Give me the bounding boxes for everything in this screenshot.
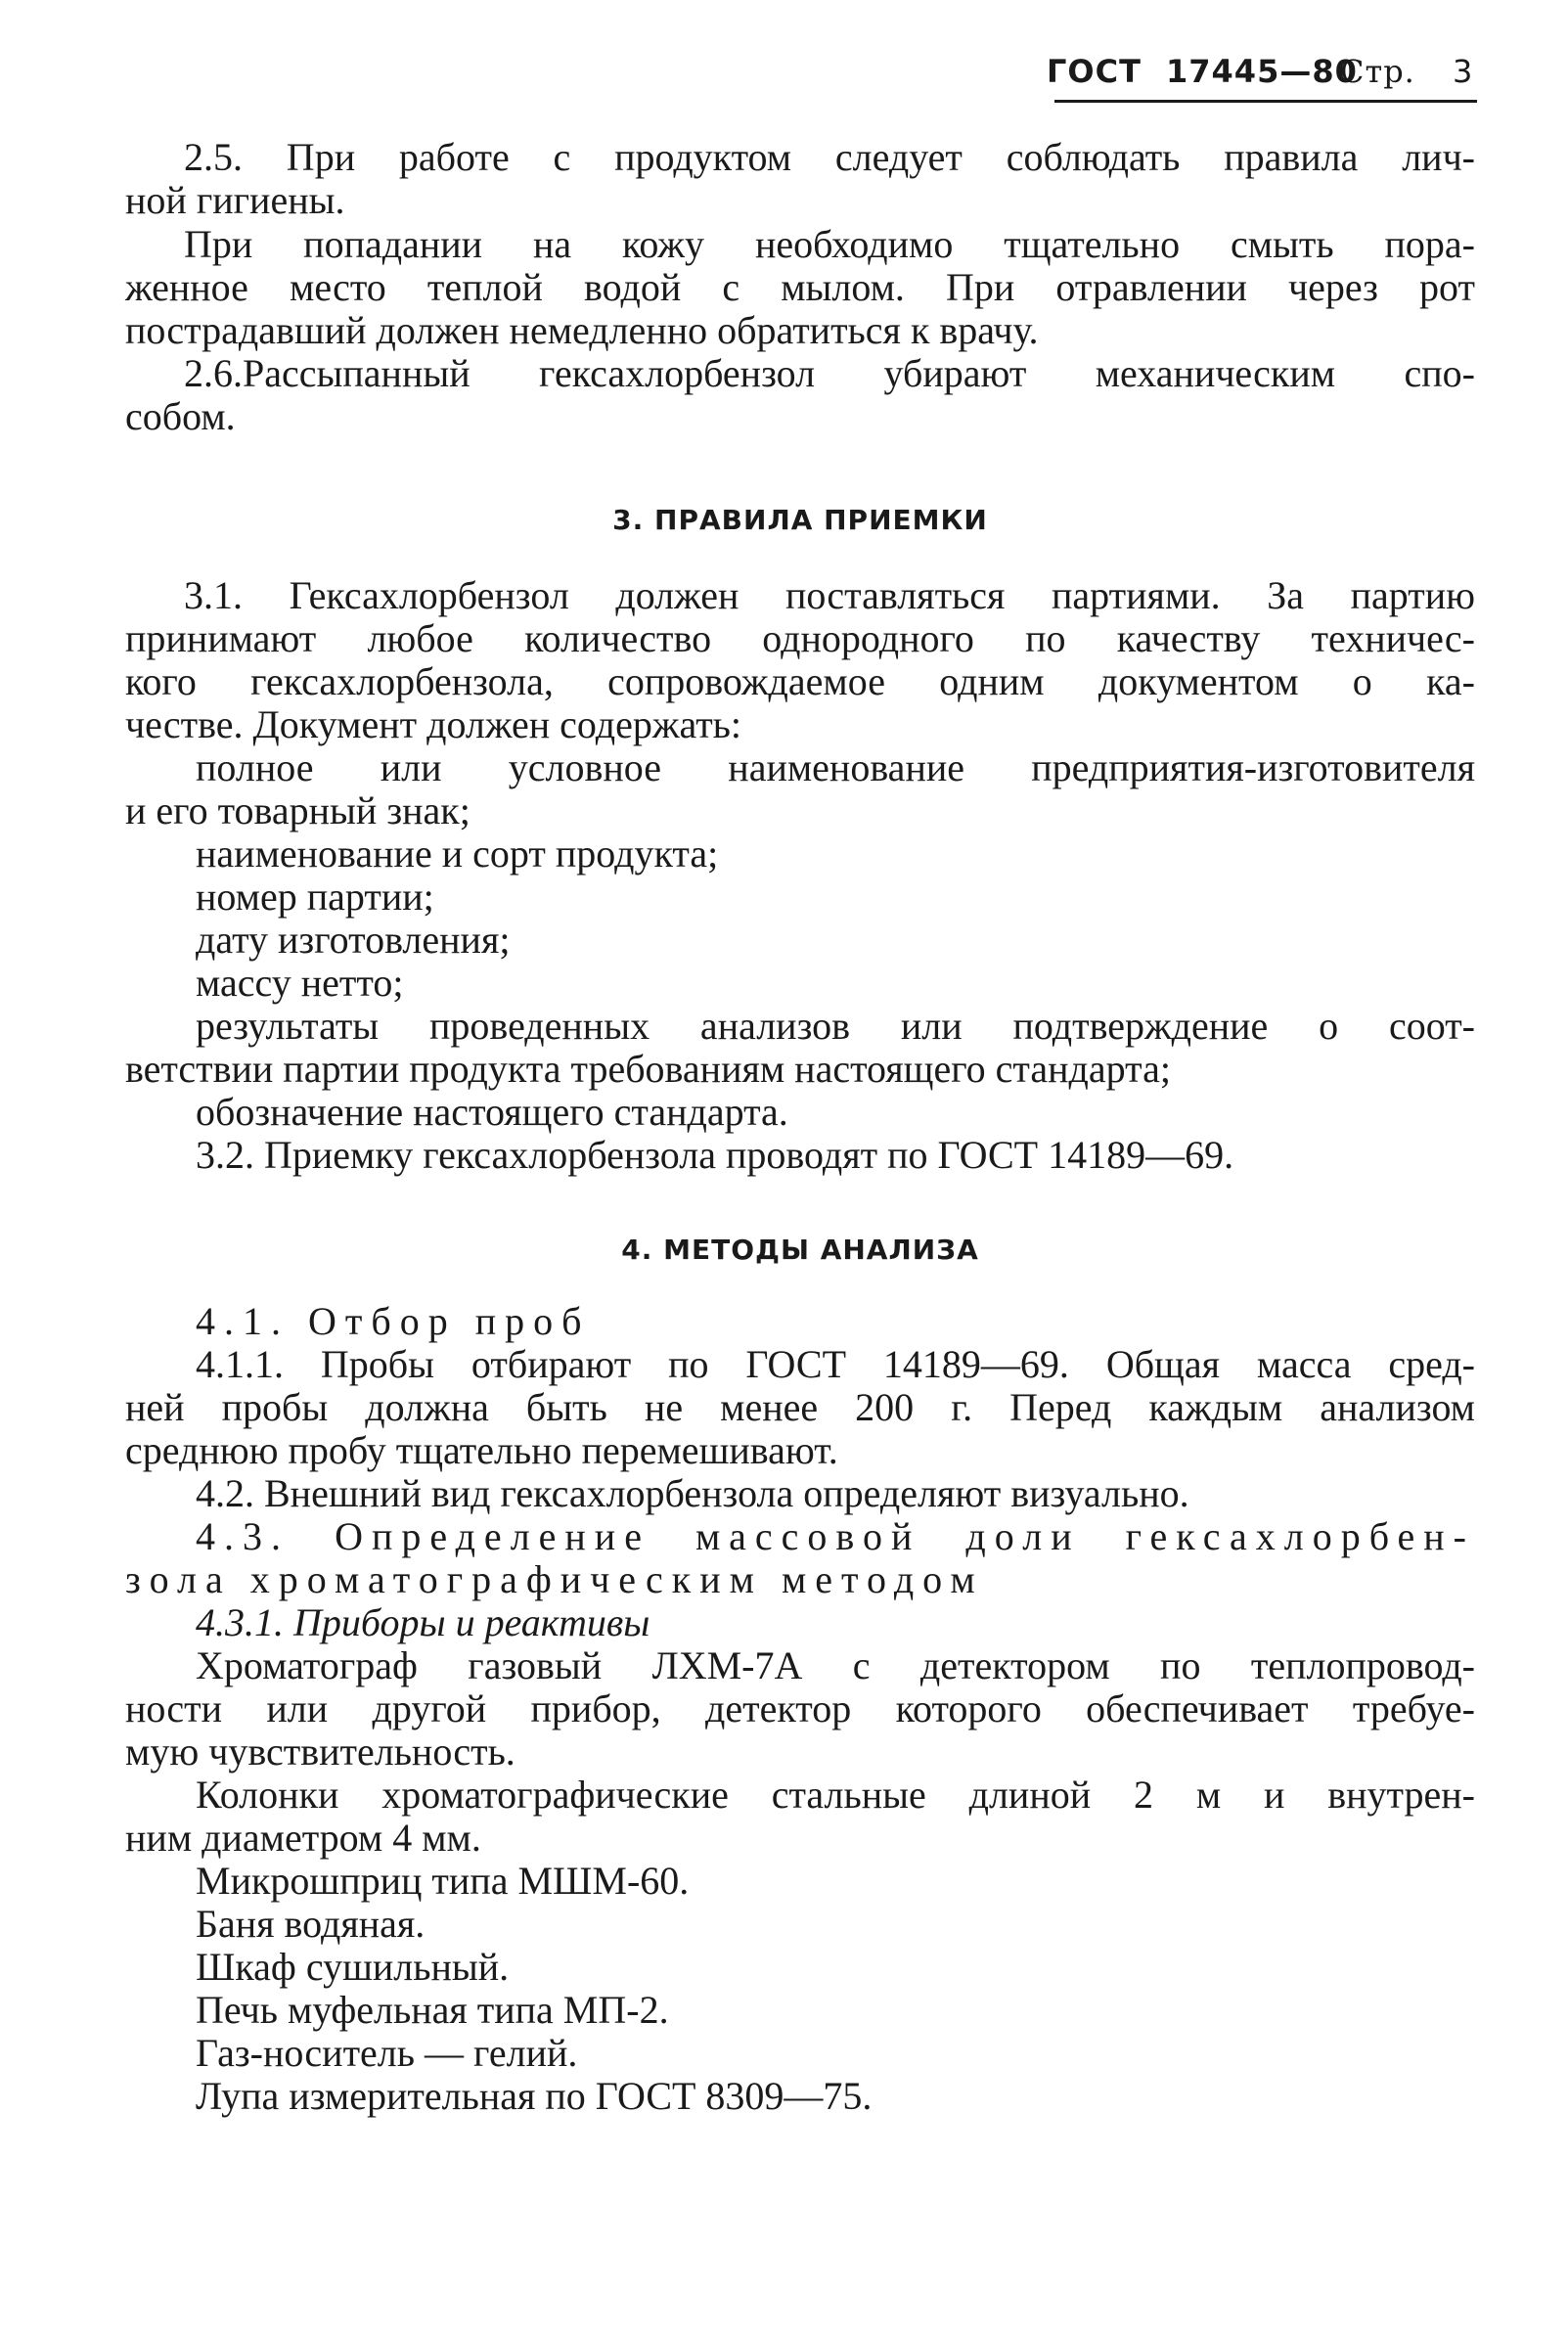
- paragraph-line: женное место теплой водой с мылом. При отравлении через рот: [125, 265, 1475, 309]
- list-item: Микрошприц типа МШМ-60.: [196, 1859, 690, 1903]
- list-item: номер партии;: [196, 875, 434, 919]
- paragraph-line: 2.5. При работе с продуктом следует соблюдать правила лич-: [184, 135, 1475, 179]
- list-item: Газ-носитель — гелий.: [196, 2031, 578, 2075]
- paragraph-line: кого гексахлорбензола, сопровождаемое одним документом о ка-: [125, 659, 1475, 703]
- list-item: Печь муфельная типа МП-2.: [196, 1988, 669, 2032]
- paragraph-line: среднюю пробу тщательно перемешивают.: [125, 1428, 838, 1472]
- paragraph-line: Колонки хроматографические стальные длиной 2 м и внутрен-: [196, 1773, 1475, 1817]
- header-standard-number: 17445—80: [1166, 53, 1358, 90]
- paragraph-line: 4.2. Внешний вид гексахлорбензола определяют визуально.: [196, 1471, 1189, 1515]
- header-rule: [1054, 100, 1477, 103]
- header-page-number: 3: [1453, 53, 1474, 90]
- list-item: и его товарный знак;: [125, 788, 470, 832]
- list-item: дату изготовления;: [196, 918, 511, 962]
- subsection-title-text: 4.1. Отбор проб: [196, 1299, 591, 1343]
- list-item: Шкаф сушильный.: [196, 1945, 510, 1989]
- subsection-title: 4.3. Определение массовой доли гексахлорбен-: [196, 1514, 1475, 1558]
- list-item: Баня водяная.: [196, 1902, 426, 1946]
- section-heading: 3. ПРАВИЛА ПРИЕМКИ: [612, 504, 988, 536]
- paragraph-line: ним диаметром 4 мм.: [125, 1816, 481, 1860]
- paragraph-line: собом.: [125, 394, 236, 438]
- paragraph-line: мую чувствительность.: [125, 1730, 515, 1774]
- paragraph-line: честве. Документ должен содержать:: [125, 702, 742, 746]
- list-item: массу нетто;: [196, 961, 404, 1005]
- list-item: полное или условное наименование предприятия-изготовителя: [196, 745, 1475, 789]
- list-item: обозначение настоящего стандарта.: [196, 1090, 788, 1134]
- section-heading: 4. МЕТОДЫ АНАЛИЗА: [621, 1234, 979, 1266]
- list-item: Лупа измерительная по ГОСТ 8309—75.: [196, 2074, 873, 2118]
- paragraph-line: ной гигиены.: [125, 178, 345, 222]
- subsection-title: 4.3.1. Приборы и реактивы: [196, 1600, 650, 1644]
- paragraph-line: При попадании на кожу необходимо тщательно смыть пора-: [184, 222, 1475, 266]
- paragraph-line: Хроматограф газовый ЛХМ-7А с детектором по теплопровод-: [196, 1643, 1475, 1687]
- page-header: [1047, 47, 1477, 106]
- paragraph-line: 3.1. Гексахлорбензол должен поставляться партиями. За партию: [184, 573, 1475, 617]
- list-item: наименование и сорт продукта;: [196, 831, 719, 876]
- list-item: ветствии партии продукта требованиям настоящего стандарта;: [125, 1047, 1171, 1091]
- paragraph-line: принимают любое количество однородного по качеству техничес-: [125, 616, 1475, 660]
- header-standard: ГОСТ: [1047, 53, 1142, 90]
- paragraph-line: 3.2. Приемку гексахлорбензола проводят по ГОСТ 14189—69.: [196, 1133, 1234, 1177]
- header-page-label: Стр.: [1340, 53, 1415, 90]
- list-item: результаты проведенных анализов или подтверждение о соот-: [196, 1004, 1475, 1048]
- paragraph-line: пострадавший должен немедленно обратиться к врачу.: [125, 308, 1039, 352]
- paragraph-line: ней пробы должна быть не менее 200 г. Перед каждым анализом: [125, 1385, 1475, 1429]
- paragraph-line: 4.1.1. Пробы отбирают по ГОСТ 14189—69. Общая масса сред-: [196, 1342, 1475, 1386]
- paragraph-line: ности или другой прибор, детектор которого обеспечивает требуе-: [125, 1686, 1475, 1730]
- paragraph-line: 2.6.Рассыпанный гексахлорбензол убирают механическим спо-: [184, 351, 1475, 395]
- subsection-title: [125, 1300, 1475, 1343]
- subsection-title: зола хроматографическим методом: [125, 1557, 984, 1601]
